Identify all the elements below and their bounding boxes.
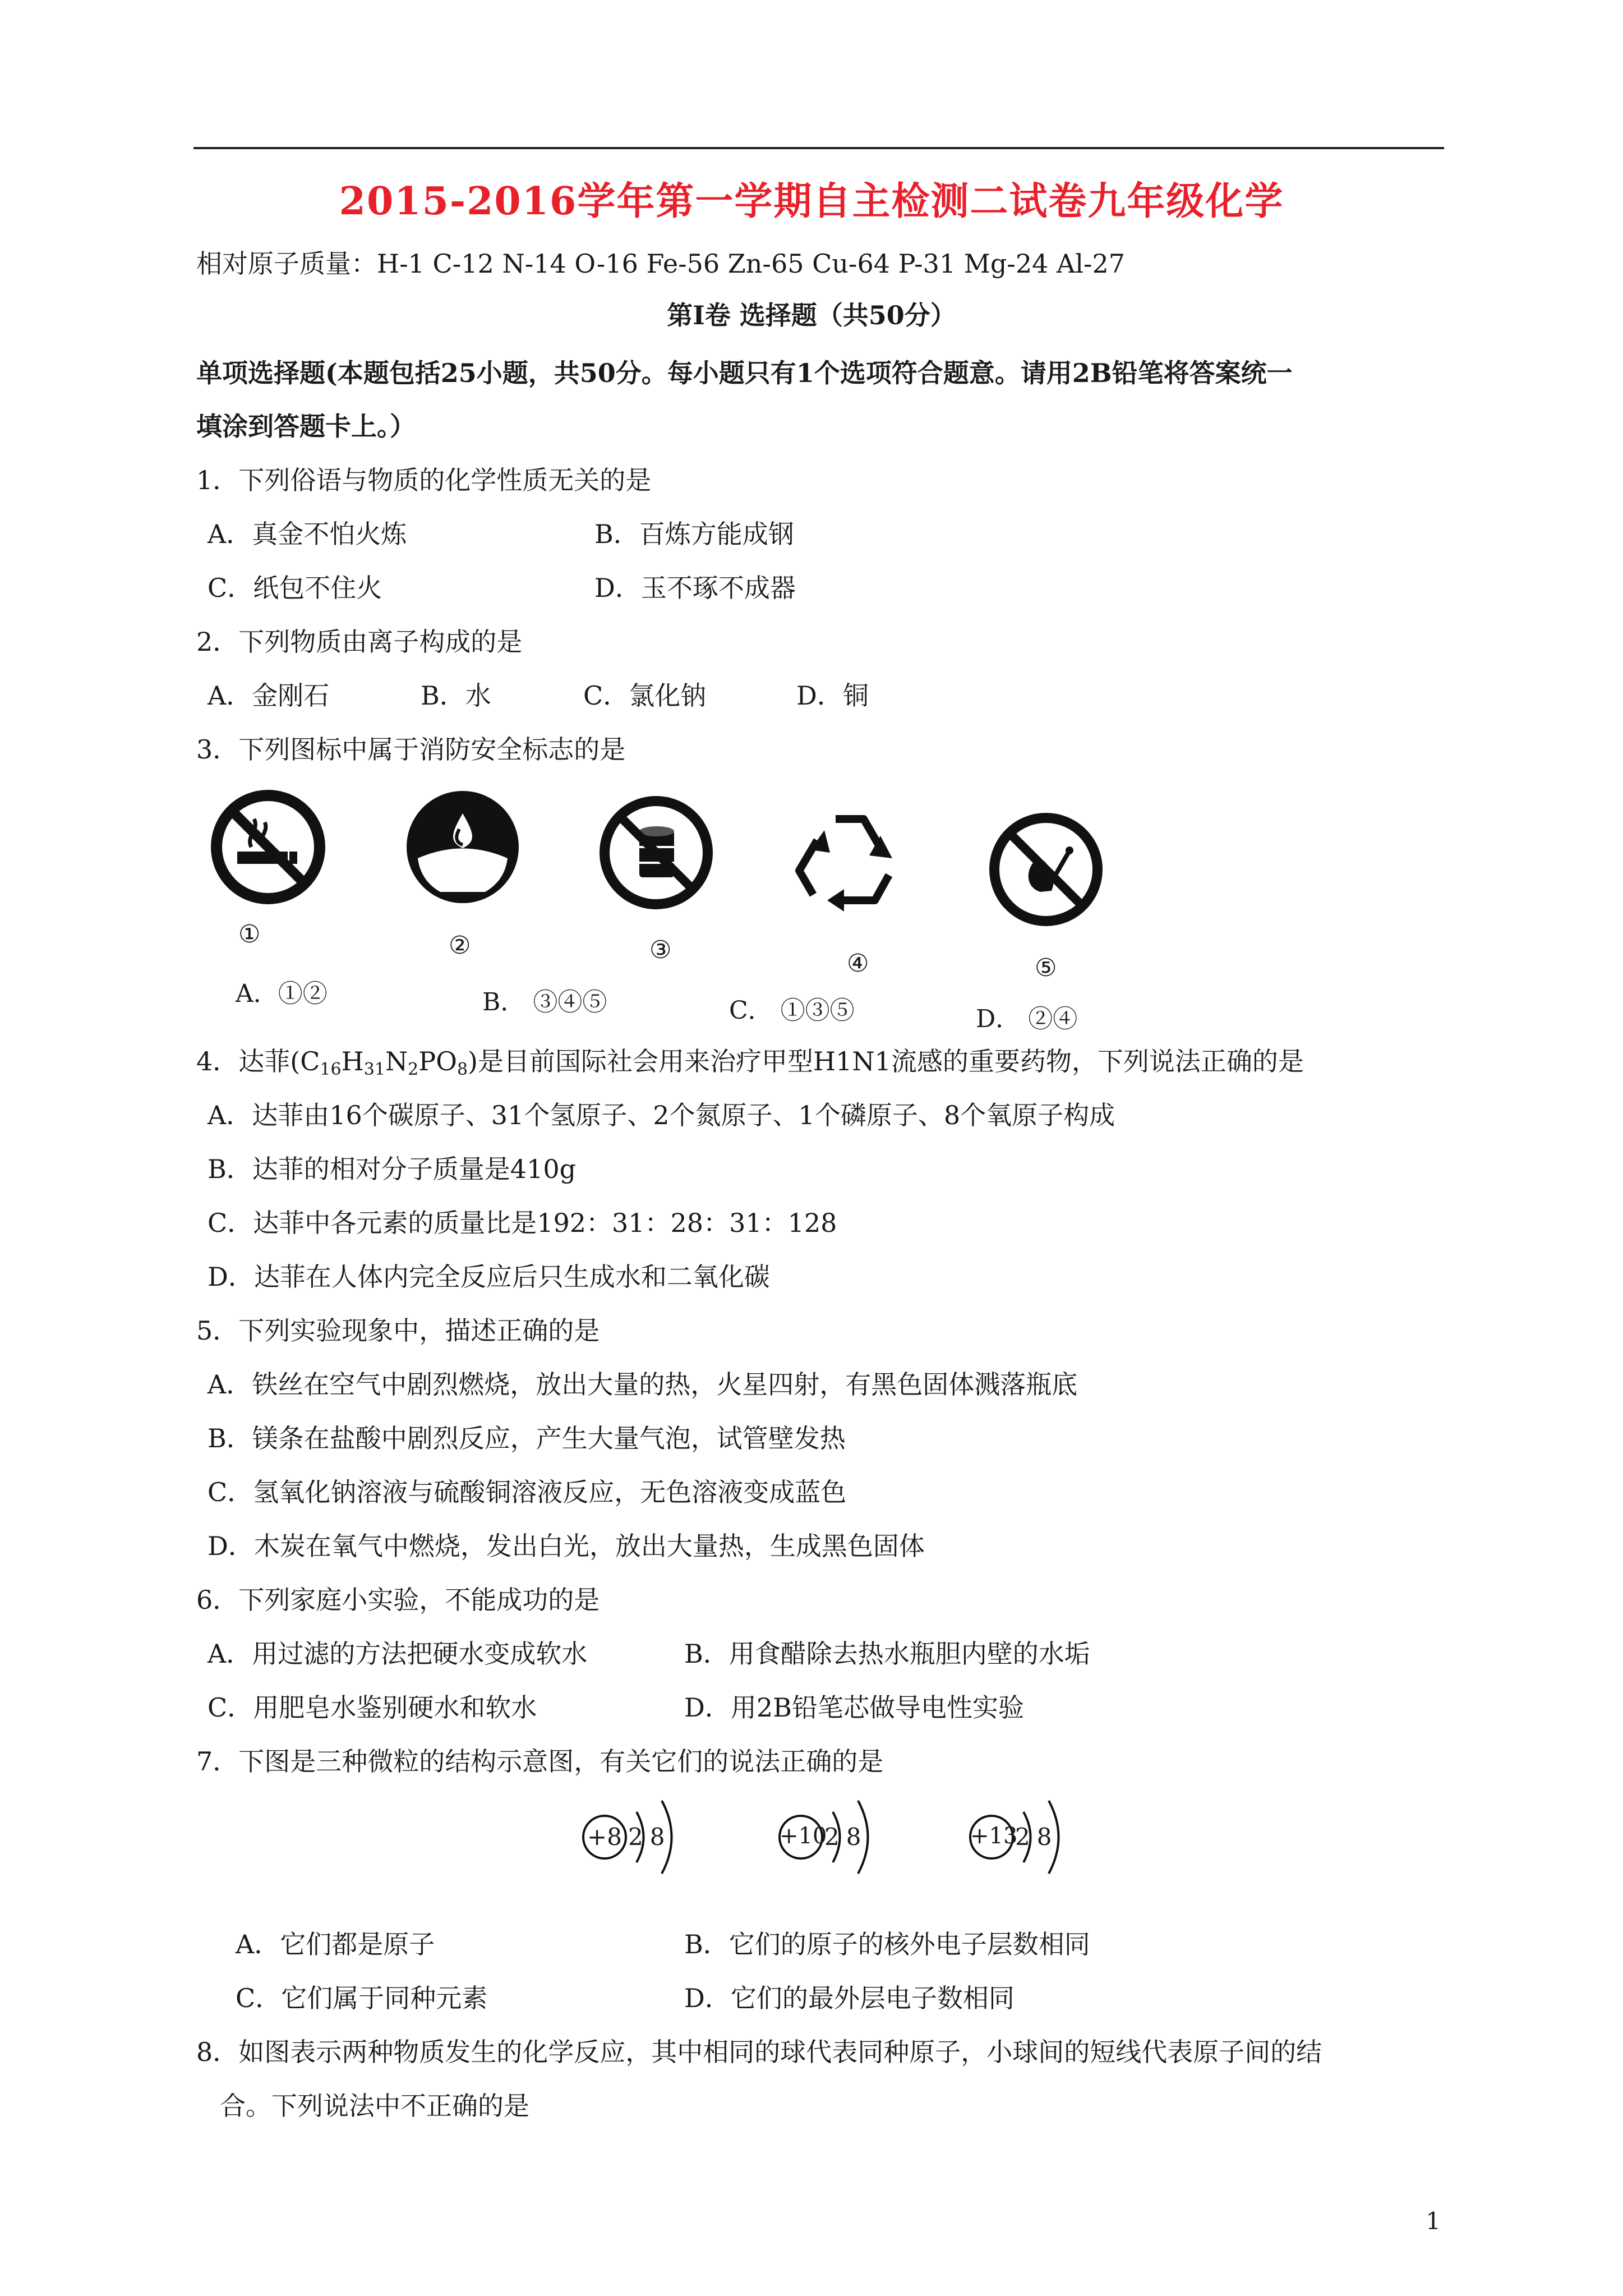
q3-option-c: C． ①③⑤ — [729, 996, 855, 1025]
sign-5-label: ⑤ — [1035, 954, 1057, 982]
q2-option-a: A．金刚石 — [208, 680, 330, 711]
q4-option-b: B．达菲的相对分子质量是410g — [208, 1154, 577, 1184]
page-number: 1 — [1426, 2207, 1441, 2235]
q8-stem-line-1: 8．如图表示两种物质发生的化学反应，其中相同的球代表同种原子，小球间的短线代表原子间的结 — [196, 2037, 1322, 2067]
q6-stem: 6．下列家庭小实验，不能成功的是 — [196, 1585, 600, 1615]
q3-stem: 3．下列图标中属于消防安全标志的是 — [196, 734, 626, 765]
q1-option-b: B．百炼方能成钢 — [594, 519, 794, 549]
q8-stem-line-2: 合。下列说法中不正确的是 — [220, 2091, 529, 2121]
particle-diagram-3 — [965, 1784, 1099, 1890]
atomic-mass-line: 相对原子质量：H-1 C-12 N-14 O-16 Fe-56 Zn-65 Cu-64 P-31 Mg-24 Al-27 — [196, 249, 1125, 279]
instructions-line-1: 单项选择题(本题包括25小题，共50分。每小题只有1个选项符合题意。请用2B铅笔将答案统一 — [196, 358, 1293, 388]
q1-stem: 1．下列俗语与物质的化学性质无关的是 — [196, 465, 652, 495]
q2-option-c: C．氯化钠 — [583, 680, 707, 711]
shell-electrons-2: 28 — [824, 1823, 868, 1851]
q4-stem-suffix: )是目前国际社会用来治疗甲型H1N1流感的重要药物，下列说法正确的是 — [468, 1046, 1304, 1076]
sign-3-label: ③ — [649, 936, 672, 964]
q2-stem: 2．下列物质由离子构成的是 — [196, 627, 523, 657]
q6-option-c: C．用肥皂水鉴别硬水和软水 — [208, 1692, 537, 1723]
recycle-icon — [782, 797, 917, 931]
q5-option-d: D．木炭在氧气中燃烧，发出白光，放出大量热，生成黑色固体 — [208, 1531, 925, 1561]
q4-element-po: PO — [418, 1046, 457, 1076]
q4-sub-h: 31 — [363, 1060, 385, 1079]
q6-option-d: D．用2B铅笔芯做导电性实验 — [684, 1692, 1024, 1723]
q4-element-n: N — [385, 1046, 408, 1076]
particle-diagram-2 — [774, 1784, 909, 1890]
q4-sub-o: 8 — [457, 1060, 468, 1079]
top-rule — [193, 147, 1444, 149]
sign-1-label: ① — [238, 920, 261, 949]
q4-stem — [196, 1045, 1304, 1087]
q3-option-b: B． ③④⑤ — [482, 988, 607, 1016]
shell-electrons-1: 28 — [628, 1823, 672, 1851]
q7-option-b: B．它们的原子的核外电子层数相同 — [684, 1929, 1090, 1959]
q7-stem: 7．下图是三种微粒的结构示意图，有关它们的说法正确的是 — [196, 1746, 884, 1777]
q4-element-h: H — [341, 1046, 364, 1076]
q3-option-a: A．①② — [236, 979, 328, 1008]
q5-option-b: B．镁条在盐酸中剧烈反应，产生大量气泡，试管壁发热 — [208, 1423, 846, 1453]
q4-option-c: C．达菲中各元素的质量比是192：31：28：31：128 — [208, 1208, 837, 1238]
instructions-line-2: 填涂到答题卡上。） — [196, 411, 416, 441]
q7-option-c: C．它们属于同种元素 — [236, 1983, 488, 2013]
q6-option-b: B．用食醋除去热水瓶胆内壁的水垢 — [684, 1639, 1090, 1669]
q5-option-c: C．氢氧化钠溶液与硫酸铜溶液反应，无色溶液变成蓝色 — [208, 1477, 847, 1507]
particle-diagram-1 — [578, 1784, 712, 1890]
q2-option-d: D．铜 — [796, 680, 869, 711]
no-storage-barrel-icon — [594, 791, 718, 914]
q4-option-d: D．达菲在人体内完全反应后只生成水和二氧化碳 — [208, 1262, 770, 1292]
q4-stem-prefix: 4．达菲(C — [196, 1046, 320, 1076]
section-heading: 第Ⅰ卷 选择题（共50分） — [667, 300, 956, 330]
q5-option-a: A．铁丝在空气中剧烈燃烧，放出大量的热，火星四射，有黑色固体溅落瓶底 — [208, 1369, 1078, 1400]
shell-electrons-3: 28 — [1015, 1823, 1059, 1851]
q6-option-a: A．用过滤的方法把硬水变成软水 — [208, 1639, 588, 1669]
q1-option-a: A．真金不怕火炼 — [208, 519, 407, 549]
sign-4-label: ④ — [847, 949, 869, 978]
nucleus-charge-1: +8 — [587, 1823, 622, 1851]
nucleus-charge-3: +13 — [970, 1823, 1018, 1849]
exam-title: 2015-2016学年第一学期自主检测二试卷九年级化学 — [339, 179, 1284, 224]
q5-stem: 5．下列实验现象中，描述正确的是 — [196, 1315, 600, 1346]
nucleus-charge-2: +10 — [780, 1823, 827, 1849]
q4-option-a: A．达菲由16个碳原子、31个氢原子、2个氮原子、1个磷原子、8个氧原子构成 — [208, 1100, 1115, 1130]
no-smoking-icon — [206, 785, 330, 909]
q2-option-b: B．水 — [421, 680, 491, 711]
q4-sub-c: 16 — [320, 1060, 342, 1079]
q1-option-c: C．纸包不住火 — [208, 573, 382, 603]
q7-option-a: A．它们都是原子 — [236, 1929, 435, 1959]
sign-2-label: ② — [449, 931, 471, 960]
q4-sub-n: 2 — [408, 1060, 419, 1079]
water-saving-icon — [401, 785, 524, 909]
q7-option-d: D．它们的最外层电子数相同 — [684, 1983, 1015, 2013]
no-open-flame-icon — [984, 808, 1108, 931]
q1-option-d: D．玉不琢不成器 — [594, 573, 796, 603]
q3-option-d: D． ②④ — [976, 1005, 1078, 1033]
